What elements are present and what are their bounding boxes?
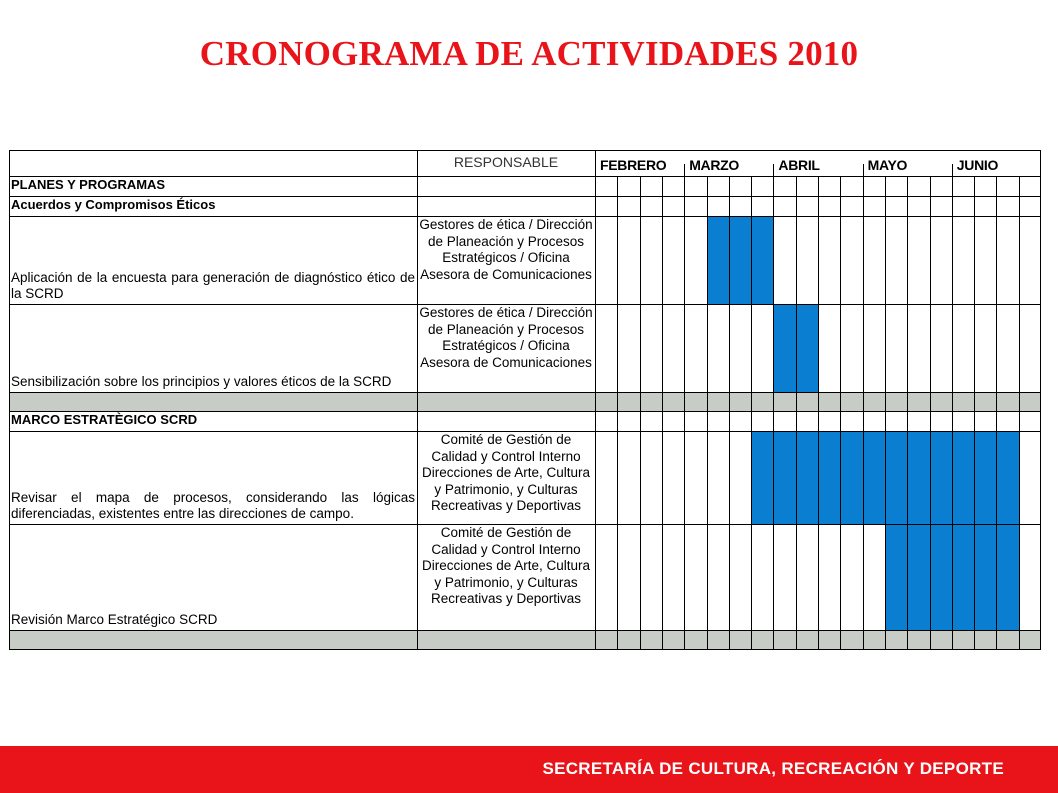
activity-text: Sensibilización sobre los principios y valores éticos de la SCRD: [11, 374, 392, 389]
grid-line: [9, 304, 1041, 305]
gantt-bar-cell: [952, 431, 975, 524]
page-title: CRONOGRAMA DE ACTIVIDADES 2010: [199, 34, 859, 73]
gantt-bar-cell: [907, 524, 930, 630]
activity-description: [9, 524, 417, 628]
grid-line: [595, 150, 596, 649]
activity-description: [9, 216, 417, 302]
gantt-bar-cell: [885, 431, 908, 524]
gantt-bar-cell: [707, 216, 730, 304]
grid-line: [930, 176, 931, 649]
gantt-bar-cell: [796, 304, 819, 392]
grid-line: [952, 176, 953, 649]
grid-line: [773, 176, 774, 649]
separator-band: [9, 630, 1041, 649]
grid-line: [907, 176, 908, 649]
activity-description: [9, 304, 417, 390]
section-heading: PLANES Y PROGRAMAS: [11, 177, 166, 192]
responsable-cell: Comité de Gestión de Calidad y Control Interno Direcciones de Arte, Cultura y Patrimonio, y Culturas Recreativas y Deportivas: [421, 525, 591, 606]
grid-line: [9, 431, 1041, 432]
grid-line: [9, 196, 1041, 197]
grid-line: [9, 411, 1041, 412]
section-heading: MARCO ESTRATÈGICO SCRD: [11, 412, 198, 427]
grid-line: [417, 150, 418, 649]
gantt-bar-cell: [907, 431, 930, 524]
gantt-bar-cell: [974, 524, 997, 630]
grid-line: [840, 176, 841, 649]
gantt-bar-cell: [930, 431, 953, 524]
gantt-bar-cell: [840, 431, 863, 524]
grid-line: [773, 164, 774, 176]
grid-line: [9, 649, 1041, 650]
activity-description: [9, 431, 417, 522]
gantt-bar-cell: [974, 431, 997, 524]
month-label: ABRIL: [778, 157, 820, 173]
responsable-cell: Gestores de ética / Dirección de Planeación y Procesos Estratégicos / Oficina Asesora de Comunicaciones: [419, 217, 593, 282]
responsable-cell: Comité de Gestión de Calidad y Control Interno Direcciones de Arte, Cultura y Patrimonio, y Culturas Recreativas y Deportivas: [421, 432, 591, 513]
activity-text: Revisar el mapa de procesos, considerando las lógicas diferenciadas, existentes entre las direcciones de campo.: [11, 490, 415, 521]
grid-line: [684, 176, 685, 649]
grid-line: [796, 176, 797, 649]
grid-line: [996, 176, 997, 649]
month-label: JUNIO: [956, 157, 999, 173]
grid-line: [9, 524, 1041, 525]
grid-line: [1040, 150, 1041, 649]
gantt-bar-cell: [996, 524, 1019, 630]
month-label: MAYO: [867, 157, 908, 173]
month-label: MARZO: [689, 157, 740, 173]
gantt-bar-cell: [729, 216, 752, 304]
grid-line: [952, 164, 953, 176]
grid-line: [751, 176, 752, 649]
grid-line: [9, 392, 1041, 393]
grid-line: [662, 176, 663, 649]
grid-line: [974, 176, 975, 649]
grid-line: [863, 176, 864, 649]
grid-line: [885, 176, 886, 649]
section-heading: Acuerdos y Compromisos Éticos: [11, 197, 216, 212]
grid-line: [9, 150, 1041, 151]
gantt-bar-cell: [796, 431, 819, 524]
gantt-bar-cell: [773, 431, 796, 524]
gantt-bar-cell: [751, 431, 774, 524]
grid-line: [640, 176, 641, 649]
separator-band: [9, 392, 1041, 411]
activity-text: Aplicación de la encuesta para generación de diagnóstico ético de la SCRD: [11, 270, 415, 301]
grid-line: [863, 164, 864, 176]
gantt-bar-cell: [773, 304, 796, 392]
activity-text: Revisión Marco Estratégico SCRD: [11, 612, 218, 627]
grid-line: [9, 176, 1041, 177]
grid-line: [9, 630, 1041, 631]
grid-line: [818, 176, 819, 649]
gantt-bar-cell: [818, 431, 841, 524]
grid-line: [9, 216, 1041, 217]
responsable-header: RESPONSABLE: [453, 154, 559, 170]
gantt-bar-cell: [863, 431, 886, 524]
gantt-bar-cell: [751, 216, 774, 304]
footer-bar: [0, 746, 1058, 793]
responsable-cell: Gestores de ética / Dirección de Planeación y Procesos Estratégicos / Oficina Asesora de Comunicaciones: [419, 305, 593, 370]
gantt-bar-cell: [930, 524, 953, 630]
footer-text: SECRETARÍA DE CULTURA, RECREACIÓN Y DEPORTE: [542, 759, 1004, 778]
grid-line: [1019, 176, 1020, 649]
grid-line: [617, 176, 618, 649]
grid-line: [707, 176, 708, 649]
gantt-bar-cell: [952, 524, 975, 630]
grid-line: [9, 150, 10, 649]
gantt-bar-cell: [885, 524, 908, 630]
month-label: FEBRERO: [600, 157, 667, 173]
grid-line: [729, 176, 730, 649]
gantt-bar-cell: [996, 431, 1019, 524]
grid-line: [684, 164, 685, 176]
